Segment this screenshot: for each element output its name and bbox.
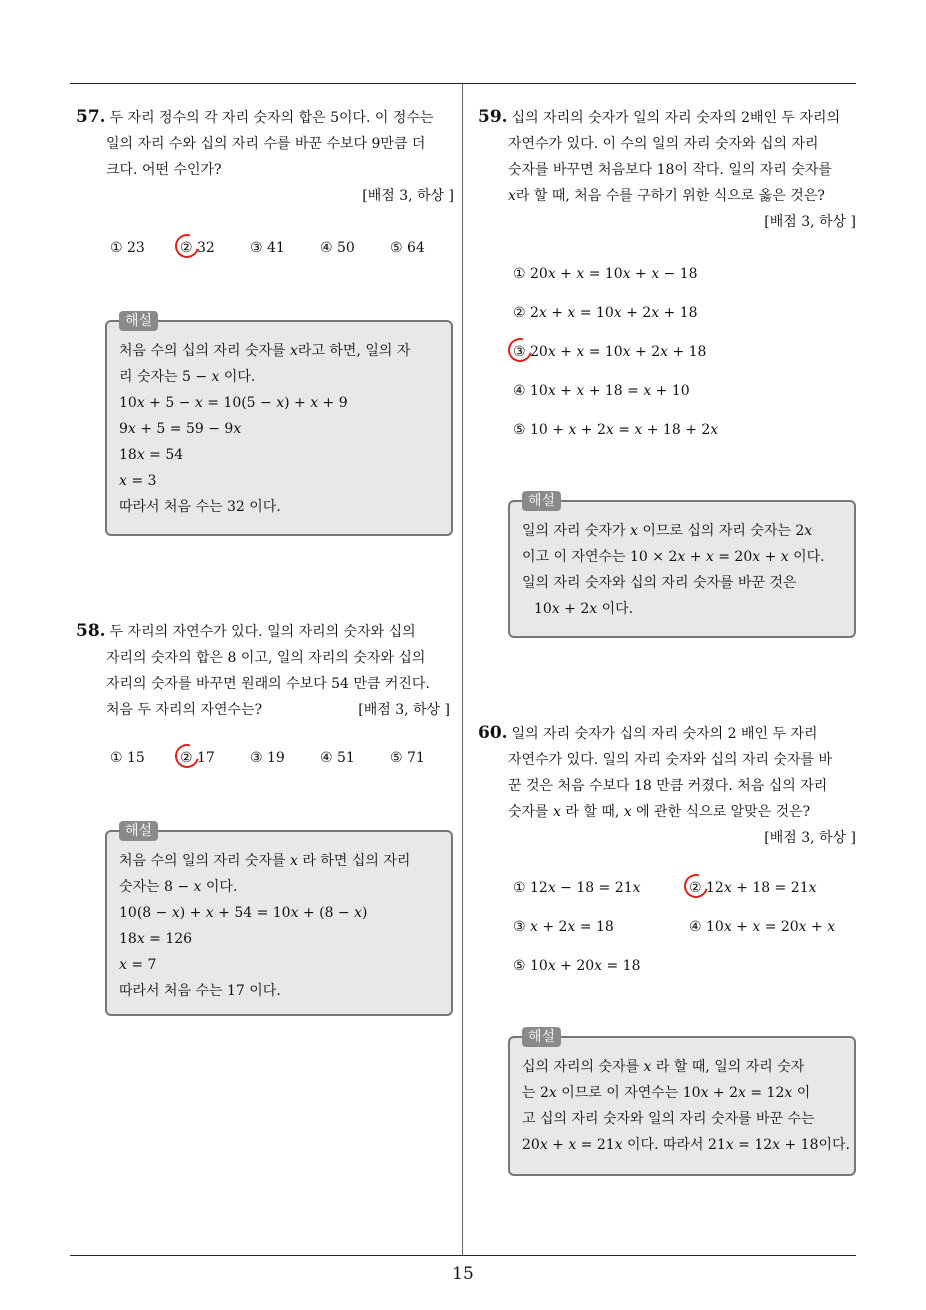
column-divider xyxy=(462,84,463,1256)
explanation-box-58 xyxy=(105,823,453,1016)
explanation-line: 따라서 처음 수는 32 이다. xyxy=(119,499,281,515)
explanation-line: 이고 이 자연수는 10 × 2𝑥 + 𝑥 = 20𝑥 + 𝑥 이다. xyxy=(522,549,825,565)
explanation-tag: 해설 xyxy=(119,821,158,841)
choice[interactable]: ⑤ 10 + 𝑥 + 2𝑥 = 𝑥 + 18 + 2𝑥 xyxy=(513,422,719,438)
question-text: 꾼 것은 처음 수보다 18 만큼 커졌다. 처음 십의 자리 xyxy=(508,778,828,794)
page-number: 15 xyxy=(452,1264,474,1284)
choice[interactable]: ④ 50 xyxy=(320,240,355,256)
explanation-line: 처음 수의 십의 자리 숫자를 𝑥라고 하면, 일의 자 xyxy=(119,343,411,359)
question-text: 일의 자리 숫자가 십의 자리 숫자의 2 배인 두 자리 xyxy=(511,726,818,742)
question-text: 처음 두 자리의 자연수는? [배점 3, 하상 ] xyxy=(76,697,454,723)
choice[interactable]: ⑤ 10𝑥 + 20𝑥 = 18 xyxy=(513,958,641,974)
question-number: 58. xyxy=(76,621,106,641)
explanation-line: 십의 자리의 숫자를 𝑥 라 할 때, 일의 자리 숫자 xyxy=(522,1059,805,1075)
answer-circle-icon xyxy=(171,740,204,773)
question-text: 자리의 숫자를 바꾸면 원래의 수보다 54 만큼 커진다. xyxy=(106,676,430,692)
question-text: 자연수가 있다. 일의 자리 숫자와 십의 자리 숫자를 바 xyxy=(508,752,833,768)
choice[interactable]: ④ 10𝑥 + 𝑥 + 18 = 𝑥 + 10 xyxy=(513,383,690,399)
choice[interactable]: ⑤ 64 xyxy=(390,240,425,256)
explanation-line: 𝑥 = 7 xyxy=(119,957,157,973)
choice[interactable]: ④ 51 xyxy=(320,750,355,766)
choices-58 xyxy=(110,750,425,766)
question-text: 십의 자리의 숫자가 일의 자리 숫자의 2배인 두 자리의 xyxy=(511,110,841,126)
explanation-line: 숫자는 8 − 𝑥 이다. xyxy=(119,879,238,895)
choice-answer[interactable]: ② 12𝑥 + 18 = 21𝑥 xyxy=(689,880,817,896)
explanation-line: 10𝑥 + 5 − 𝑥 = 10(5 − 𝑥) + 𝑥 + 9 xyxy=(119,395,348,411)
explanation-line: 𝑥 = 3 xyxy=(119,473,157,489)
choice[interactable]: ⑤ 71 xyxy=(390,750,425,766)
answer-circle-icon xyxy=(680,870,713,903)
points-label: [배점 3, 하상 ] xyxy=(764,830,856,846)
choice[interactable]: ④ 10𝑥 + 𝑥 = 20𝑥 + 𝑥 xyxy=(689,919,836,935)
answer-circle-icon xyxy=(504,334,537,367)
choice[interactable]: ② 2𝑥 + 𝑥 = 10𝑥 + 2𝑥 + 18 xyxy=(513,305,698,321)
question-number: 57. xyxy=(76,107,106,127)
question-number: 60. xyxy=(478,723,508,743)
question-text: 자연수가 있다. 이 수의 일의 자리 숫자와 십의 자리 xyxy=(508,136,819,152)
explanation-box-59 xyxy=(508,493,856,638)
choice[interactable]: ① 15 xyxy=(110,750,145,766)
question-text: 두 자리의 자연수가 있다. 일의 자리의 숫자와 십의 xyxy=(109,624,416,640)
choice-answer[interactable]: ② 32 xyxy=(180,240,215,256)
explanation-line: 일의 자리 숫자와 십의 자리 숫자를 바꾼 것은 xyxy=(522,575,797,591)
choices-60 xyxy=(513,880,836,974)
explanation-line: 리 숫자는 5 − 𝑥 이다. xyxy=(119,369,256,385)
question-58 xyxy=(76,618,454,723)
explanation-line: 고 십의 자리 숫자와 일의 자리 숫자를 바꾼 수는 xyxy=(522,1111,815,1127)
explanation-line: 일의 자리 숫자가 𝑥 이므로 십의 자리 숫자는 2𝑥 xyxy=(522,523,813,539)
question-57 xyxy=(76,104,454,209)
explanation-line: 는 2𝑥 이므로 이 자연수는 10𝑥 + 2𝑥 = 12𝑥 이 xyxy=(522,1085,811,1101)
explanation-line: 18𝑥 = 126 xyxy=(119,931,193,947)
choice[interactable]: ③ 𝑥 + 2𝑥 = 18 xyxy=(513,919,614,935)
question-text: 자리의 숫자의 합은 8 이고, 일의 자리의 숫자와 십의 xyxy=(106,650,426,666)
points-label: [배점 3, 하상 ] xyxy=(362,188,454,204)
explanation-line: 처음 수의 일의 자리 숫자를 𝑥 라 하면 십의 자리 xyxy=(119,853,411,869)
explanation-tag: 해설 xyxy=(522,1027,561,1047)
question-60 xyxy=(478,720,856,851)
question-number: 59. xyxy=(478,107,508,127)
question-text: 𝑥라 할 때, 처음 수를 구하기 위한 식으로 옳은 것은? xyxy=(508,188,825,204)
explanation-line: 따라서 처음 수는 17 이다. xyxy=(119,983,281,999)
explanation-tag: 해설 xyxy=(522,491,561,511)
answer-circle-icon xyxy=(171,230,204,263)
question-text: 두 자리 정수의 각 자리 숫자의 합은 5이다. 이 정수는 xyxy=(109,110,434,126)
question-text: 일의 자리 수와 십의 자리 수를 바꾼 수보다 9만큼 더 xyxy=(106,136,426,152)
choice[interactable]: ① 20𝑥 + 𝑥 = 10𝑥 + 𝑥 − 18 xyxy=(513,266,698,282)
bottom-rule xyxy=(70,1255,856,1256)
points-label: [배점 3, 하상 ] xyxy=(764,214,856,230)
explanation-line: 10(8 − 𝑥) + 𝑥 + 54 = 10𝑥 + (8 − 𝑥) xyxy=(119,905,368,921)
top-rule xyxy=(70,83,856,84)
explanation-box-57 xyxy=(105,313,453,536)
explanation-line: 18𝑥 = 54 xyxy=(119,447,184,463)
explanation-line: 9𝑥 + 5 = 59 − 9𝑥 xyxy=(119,421,242,437)
choice[interactable]: ③ 19 xyxy=(250,750,285,766)
choice[interactable]: ① 12𝑥 − 18 = 21𝑥 xyxy=(513,880,641,896)
question-text: 크다. 어떤 수인가? xyxy=(106,162,222,178)
choices-57 xyxy=(110,240,425,256)
choice-answer[interactable]: ② 17 xyxy=(180,750,215,766)
question-59 xyxy=(478,104,856,235)
choice[interactable]: ③ 41 xyxy=(250,240,285,256)
question-text: 숫자를 바꾸면 처음보다 18이 작다. 일의 자리 숫자를 xyxy=(508,162,832,178)
explanation-box-60 xyxy=(508,1029,856,1176)
explanation-line: 20𝑥 + 𝑥 = 21𝑥 이다. 따라서 21𝑥 = 12𝑥 + 18이다. xyxy=(522,1137,850,1153)
explanation-tag: 해설 xyxy=(119,311,158,331)
points-label: [배점 3, 하상 ] xyxy=(358,702,450,718)
explanation-line: 10𝑥 + 2𝑥 이다. xyxy=(534,601,634,617)
choice[interactable]: ① 23 xyxy=(110,240,145,256)
choice-answer[interactable]: ③ 20𝑥 + 𝑥 = 10𝑥 + 2𝑥 + 18 xyxy=(513,344,706,360)
question-text: 숫자를 𝑥 라 할 때, 𝑥 에 관한 식으로 알맞은 것은? xyxy=(508,804,811,820)
choices-59 xyxy=(513,266,719,438)
